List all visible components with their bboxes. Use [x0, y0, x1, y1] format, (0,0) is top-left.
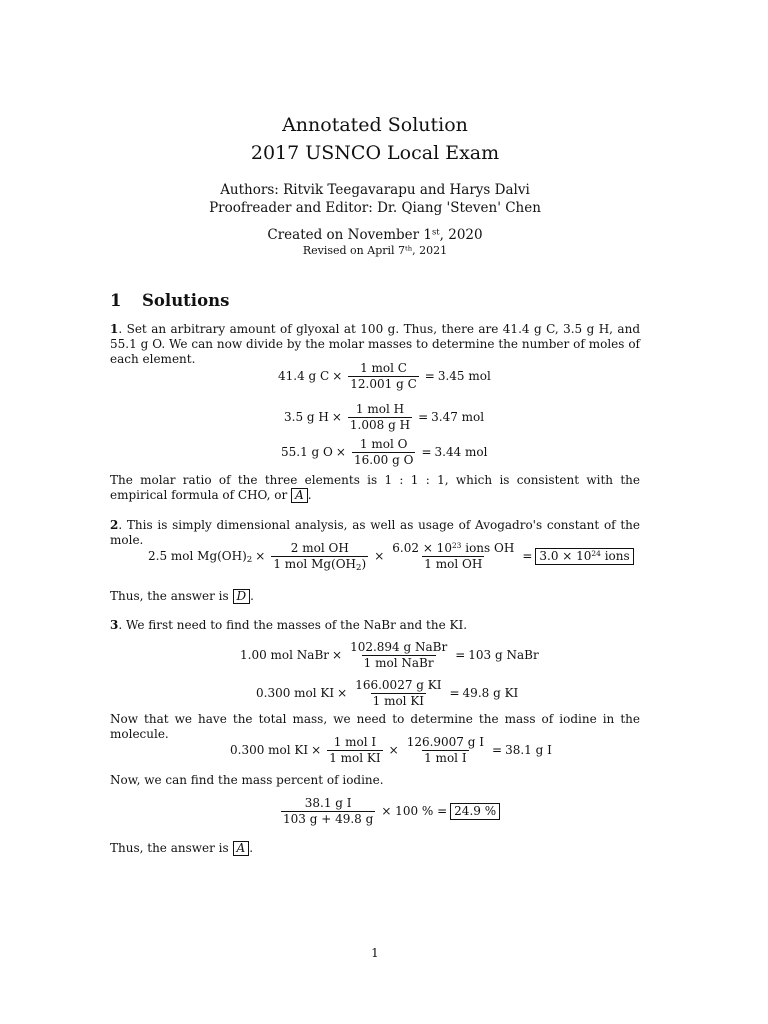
q2-answer-box: D	[233, 589, 251, 604]
revised-date: Revised on April 7th, 2021	[302, 244, 448, 257]
q1-equation-hydrogen: 3.5 g H × $\frac{\text{1 mol H}}{\text{1.008 g H}}$ = 3.47 mol	[284, 402, 485, 432]
document-page	[110, 0, 640, 1024]
q3-equation-iodine: 0.300 mol KI × $\frac{\text{1 mol I}}{\text{1 mol KI}}$ × $\frac{\text{126.9007 g I}}{\text{1 mol I}}$ = 38.1 g I	[230, 735, 552, 765]
section-title: Solutions	[142, 291, 230, 310]
section-number: 1	[110, 291, 122, 310]
q2-conclusion: Thus, the answer is D .	[110, 589, 254, 603]
q3-text-mass-percent: Now, we can find the mass percent of iodine.	[110, 773, 384, 787]
page-number: 1	[371, 946, 379, 960]
q3-text-total-mass: Now that we have the total mass, we need to determine the mass of iodine in the molecule.	[110, 712, 640, 741]
q3-equation-ki: 0.300 mol KI × $\frac{\text{166.0027 g KI}}{\text{1 mol KI}}$ = 49.8 g KI	[256, 678, 519, 708]
q3-conclusion: Thus, the answer is A .	[110, 841, 254, 855]
authors-line: Authors: Ritvik Teegavarapu and Harys Dalvi	[220, 182, 530, 198]
document-title: Annotated Solution	[282, 114, 468, 136]
q2-equation: 2.5 mol $Mg(OH)_2$ × $\frac{\text{2 mol OH}}{1 mol Mg(OH_2)}$ × $\frac{6.02 \times 10^{23} ions OH}{\text{1 mol OH}}$ = $3.0 \times 10^{24}$ ions	[148, 542, 634, 571]
q1-intro: 1. Set an arbitrary amount of glyoxal at 100 g. Thus, there are 41.4 g C, 3.5 g H, and 55.1 g O. We can now divide by the molar masses to determine the number of moles of each element.	[110, 322, 640, 366]
q2-result-box: $3.0 \times 10^{24}$ ions	[535, 548, 633, 565]
created-date: Created on November 1st, 2020	[267, 226, 483, 243]
q3-result-box: 24.9 %	[450, 803, 500, 820]
q3-intro: 3. We first need to find the masses of the NaBr and the KI.	[110, 618, 468, 632]
editor-line: Proofreader and Editor: Dr. Qiang 'Steven' Chen	[209, 200, 541, 216]
section-heading	[110, 290, 229, 312]
document-subtitle: 2017 USNCO Local Exam	[250, 142, 500, 164]
q1-answer-box: A	[291, 488, 308, 503]
q3-equation-percent: $\frac{\text{38.1 g I}}{103 g + 49.8 g}$ × 100 % = 24.9 %	[278, 797, 500, 826]
q3-answer-box: A	[233, 841, 250, 856]
q3-equation-nabr: 1.00 mol NaBr × $\frac{\text{102.894 g NaBr}}{\text{1 mol NaBr}}$ = 103 g NaBr	[240, 640, 539, 670]
q1-equation-oxygen: 55.1 g O × $\frac{\text{1 mol O}}{\text{16.00 g O}}$ = 3.44 mol	[281, 437, 488, 467]
q1-equation-carbon: 41.4 g C × $\frac{\text{1 mol C}}{\text{12.001 g C}}$ = 3.45 mol	[278, 361, 491, 391]
q2-intro: 2. This is simply dimensional analysis, as well as usage of Avogadro's constant of the mole.	[110, 518, 640, 547]
q1-conclusion: The molar ratio of the three elements is 1 : 1 : 1, which is consistent with the empirical formula of CHO, or A .	[110, 473, 640, 502]
